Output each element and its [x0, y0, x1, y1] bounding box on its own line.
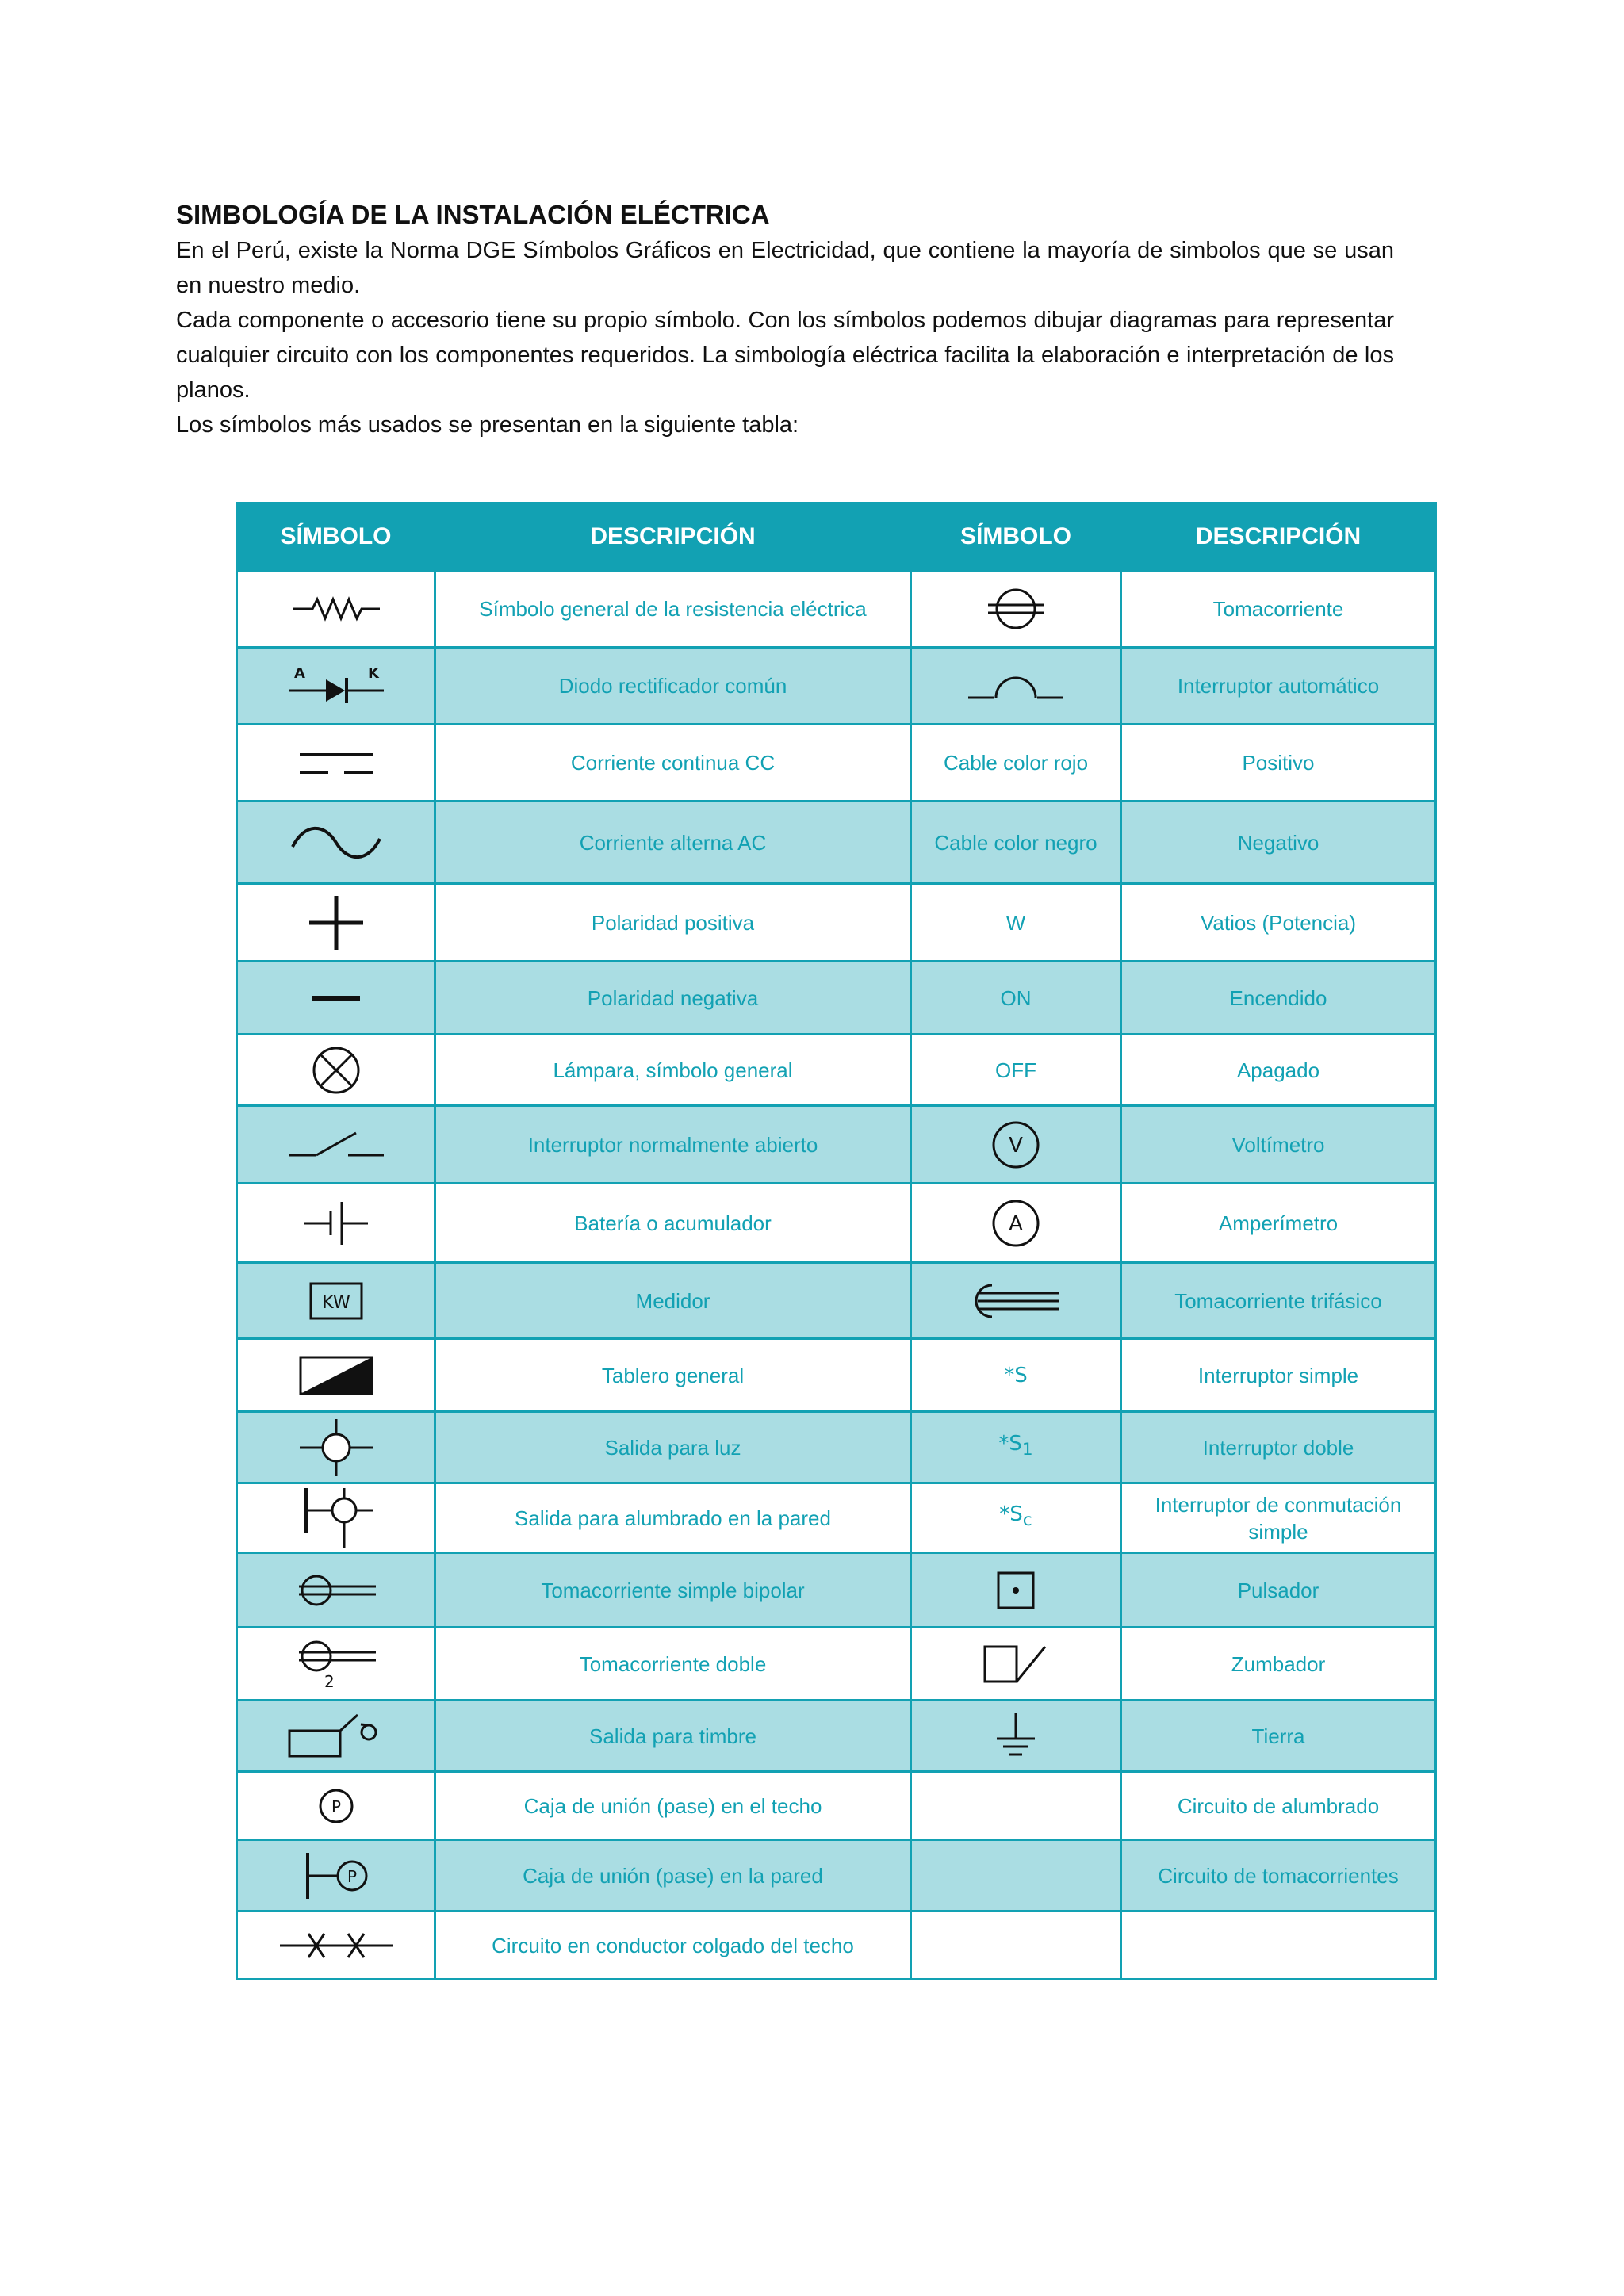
row-right-description: Tomacorriente trifásico	[1121, 1263, 1436, 1339]
bell-outlet-icon	[237, 1701, 435, 1772]
row-right-description: Interruptor simple	[1121, 1339, 1436, 1412]
symbols-table	[236, 502, 1437, 1980]
black-cable-label: Cable color negro	[911, 802, 1121, 884]
svg-text:KW: KW	[321, 1292, 350, 1313]
row-left-description: Polaridad positiva	[435, 884, 911, 962]
row-left-description: Batería o acumulador	[435, 1184, 911, 1263]
table-row	[237, 1911, 1436, 1980]
lamp-icon	[237, 1035, 435, 1106]
svg-text:A: A	[1009, 1211, 1023, 1236]
resistor-symbol	[237, 571, 435, 648]
double-outlet-icon	[237, 1628, 435, 1701]
alternating-current-symbol	[237, 802, 435, 884]
row-left-description: Tomacorriente doble	[435, 1628, 911, 1701]
table-row	[237, 1701, 1436, 1772]
battery-icon	[237, 1184, 435, 1263]
row-left-description: Salida para timbre	[435, 1701, 911, 1772]
header-symbol-left: SÍMBOLO	[237, 503, 435, 571]
empty-symbol-cell	[911, 1911, 1121, 1980]
row-right-description: Pulsador	[1121, 1553, 1436, 1628]
voltmeter-icon	[911, 1106, 1121, 1184]
row-left-description: Circuito en conductor colgado del techo	[435, 1911, 911, 1980]
row-left-description: Diodo rectificador común	[435, 648, 911, 725]
row-left-description: Caja de unión (pase) en la pared	[435, 1840, 911, 1911]
row-right-description: Interruptor doble	[1121, 1412, 1436, 1483]
table-row	[237, 1184, 1436, 1263]
off-label: OFF	[911, 1035, 1121, 1106]
row-left-description: Tomacorriente simple bipolar	[435, 1553, 911, 1628]
row-right-description: Voltímetro	[1121, 1106, 1436, 1184]
empty-symbol-cell	[911, 1772, 1121, 1840]
row-left-description: Interruptor normalmente abierto	[435, 1106, 911, 1184]
paragraph-intro: En el Perú, existe la Norma DGE Símbolos Gráficos en Electricidad, que contiene la mayoría de simbolos que se usan en nuestro medio.	[176, 238, 1394, 298]
table-row	[237, 648, 1436, 725]
svg-text:P: P	[331, 1797, 341, 1816]
row-right-description: Interruptor de conmutación simple	[1121, 1483, 1436, 1553]
on-label: ON	[911, 962, 1121, 1035]
row-right-description: Zumbador	[1121, 1628, 1436, 1701]
row-right-description: Tomacorriente	[1121, 571, 1436, 648]
row-right-description: Circuito de tomacorrientes	[1121, 1840, 1436, 1911]
svg-text:2: 2	[324, 1671, 335, 1691]
header-symbol-right: SÍMBOLO	[911, 503, 1121, 571]
row-left-description: Medidor	[435, 1263, 911, 1339]
row-left-description: Símbolo general de la resistencia eléctrica	[435, 571, 911, 648]
row-right-description: Negativo	[1121, 802, 1436, 884]
table-row	[237, 571, 1436, 648]
svg-text:V: V	[1009, 1133, 1023, 1158]
three-phase-outlet-icon	[911, 1263, 1121, 1339]
ceiling-junction-box-icon	[237, 1772, 435, 1840]
outlet-symbol	[911, 571, 1121, 648]
table-row	[237, 1553, 1436, 1628]
table-row	[237, 962, 1436, 1035]
header-description-left: DESCRIPCIÓN	[435, 503, 911, 571]
row-left-description: Corriente continua CC	[435, 725, 911, 802]
direct-current-symbol	[237, 725, 435, 802]
row-left-description: Corriente alterna AC	[435, 802, 911, 884]
open-switch-icon	[237, 1106, 435, 1184]
row-left-description: Tablero general	[435, 1339, 911, 1412]
table-header-row	[237, 503, 1436, 571]
header-description-right: DESCRIPCIÓN	[1121, 503, 1436, 571]
row-right-description: Vatios (Potencia)	[1121, 884, 1436, 962]
bipolar-outlet-icon	[237, 1553, 435, 1628]
row-left-description: Lámpara, símbolo general	[435, 1035, 911, 1106]
empty-symbol-cell	[911, 1840, 1121, 1911]
watts-label: W	[911, 884, 1121, 962]
document-title: SIMBOLOGÍA DE LA INSTALACIÓN ELÉCTRICA	[176, 200, 770, 229]
ground-icon	[911, 1701, 1121, 1772]
svg-text:K: K	[367, 665, 379, 682]
simple-switch-icon: *S	[911, 1339, 1121, 1412]
red-cable-label: Cable color rojo	[911, 725, 1121, 802]
diode-symbol	[237, 648, 435, 725]
changeover-switch-icon: $*S_c$	[911, 1483, 1121, 1553]
wall-light-outlet-icon	[237, 1483, 435, 1553]
main-panel-icon	[237, 1339, 435, 1412]
double-switch-icon: $*S_1$	[911, 1412, 1121, 1483]
meter-icon	[237, 1263, 435, 1339]
table-row	[237, 1772, 1436, 1840]
paragraph-components: Cada componente o accesorio tiene su propio símbolo. Con los símbolos podemos dibujar diagramas para representar cualquier circuito con los componentes requeridos. La simbología eléctrica facilita la elaboración e interpretación de los planos.	[176, 308, 1394, 403]
table-row	[237, 1106, 1436, 1184]
table-row	[237, 1339, 1436, 1412]
table-row	[237, 1628, 1436, 1701]
minus-icon	[237, 962, 435, 1035]
wall-junction-box-icon	[237, 1840, 435, 1911]
table-row	[237, 802, 1436, 884]
hanging-conductor-icon	[237, 1911, 435, 1980]
document-body	[176, 197, 1394, 442]
table-row	[237, 884, 1436, 962]
buzzer-icon	[911, 1628, 1121, 1701]
push-button-icon	[911, 1553, 1121, 1628]
row-left-description: Salida para luz	[435, 1412, 911, 1483]
table-row	[237, 1840, 1436, 1911]
row-right-description: Apagado	[1121, 1035, 1436, 1106]
row-right-description: Tierra	[1121, 1701, 1436, 1772]
row-right-description: Interruptor automático	[1121, 648, 1436, 725]
svg-text:A: A	[293, 665, 305, 682]
circuit-breaker-symbol	[911, 648, 1121, 725]
plus-icon	[237, 884, 435, 962]
table-row	[237, 1263, 1436, 1339]
row-right-description: Amperímetro	[1121, 1184, 1436, 1263]
table-row	[237, 1412, 1436, 1483]
row-right-description: Encendido	[1121, 962, 1436, 1035]
table-row	[237, 725, 1436, 802]
ammeter-icon	[911, 1184, 1121, 1263]
row-right-description: Positivo	[1121, 725, 1436, 802]
row-left-description: Polaridad negativa	[435, 962, 911, 1035]
empty-description-cell	[1121, 1911, 1436, 1980]
row-right-description: Circuito de alumbrado	[1121, 1772, 1436, 1840]
row-left-description: Salida para alumbrado en la pared	[435, 1483, 911, 1553]
svg-text:P: P	[347, 1866, 357, 1886]
table-row	[237, 1483, 1436, 1553]
light-outlet-icon	[237, 1412, 435, 1483]
row-left-description: Caja de unión (pase) en el techo	[435, 1772, 911, 1840]
paragraph-table-intro: Los símbolos más usados se presentan en la siguiente tabla:	[176, 412, 799, 438]
table-row	[237, 1035, 1436, 1106]
